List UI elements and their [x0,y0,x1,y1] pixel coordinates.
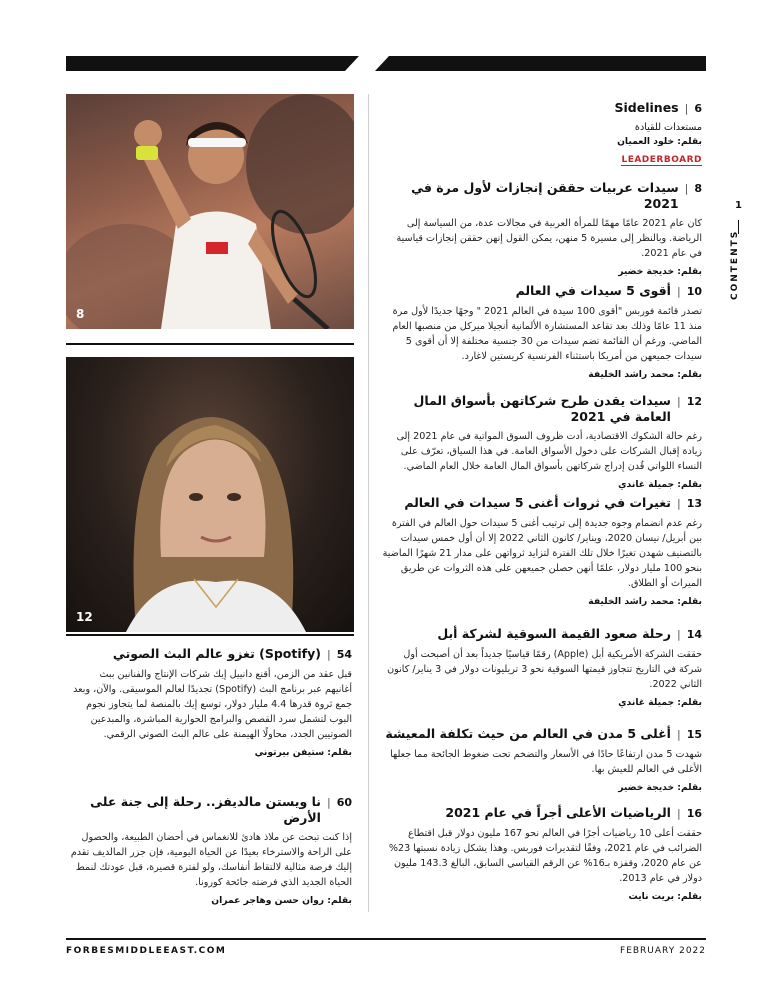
entry-separator: | [326,796,331,809]
entry-separator: | [684,182,689,195]
toc-entry[interactable] [382,626,702,708]
entry-title: تغيرات في ثروات أغنى 5 سيدات في العالم [404,495,671,510]
entry-title: سيدات يقدن طرح شركاتهن بأسواق المال العامة في 2021 [413,393,671,424]
entry-author: بقلم: ستيفن بيرتوني [254,747,352,758]
photo-tennis-player [66,94,354,329]
entry-title: نا ويستن مالديفز.. رحلة إلى جنة على الأرض [90,794,321,825]
entry-title: (Spotify) تغزو عالم البث الصوتي [112,646,321,661]
entry-page-number: 14 [686,628,702,641]
photo-page-number: 12 [76,610,93,624]
entry-page-number: 8 [694,182,702,195]
sidebar-contents-label: CONTENTS [730,229,740,300]
toc-entry[interactable] [382,100,702,166]
footer-issue-date: FEBRUARY 2022 [620,946,706,956]
entry-summary: كان عام 2021 عامًا مهمًا للمرأة العربية في مجالات عدة، من السياسة إلى الرياضة. وبالنظر إلى مسيرة 5 منهن، يمكن القول إنهن حققن إنجازات قياسية في عام 2021. [396,218,702,259]
entry-title: سيدات عربيات حققن إنجازات لأول مرة في 2021 [411,180,679,211]
entry-separator: | [676,395,681,408]
divider [66,343,354,345]
entry-title: Sidelines [614,100,679,115]
entry-summary: تصدر قائمة فوربس "أقوى 100 سيدة في العالم 2021 " وجهًا جديدًا لأول مرة منذ 11 عامًا وذلك بعد تقاعد المستشارة الألمانية أنجيلا ميركل من منصبها العام الماضي. ورغم أن القائمة تضم سيدات من 30 جنسية مختلفة إلا أن أقوى 5 سيدات جميعهن من أمريكا باستثناء الفرنسية كريستين لاغارد. [392,306,702,362]
entry-page-number: 15 [686,728,702,741]
entry-author: بقلم: جميلة غاندي [618,697,702,708]
entry-title: الرياضيات الأعلى أجراً في عام 2021 [445,805,671,820]
entry-summary: حققت الشركة الأمريكية أبل (Apple) رقمًا قياسيًا جديداً بعد أن أصبحت أول شركة في التاريخ تتجاوز قيمتها السوقية نحو 3 تريليونات دولار في 3 يناير/ كانون الثاني 2022. [387,649,702,690]
tennis-player-illustration [66,94,354,329]
photo-portrait [66,357,354,632]
toc-entry[interactable] [382,805,702,902]
entry-author: بقلم: بريت نايت [628,891,702,902]
toc-entry[interactable] [382,180,702,277]
toc-entry[interactable] [70,646,352,758]
entry-heading [70,646,352,663]
toc-entry[interactable] [382,726,702,793]
entry-heading [382,626,702,643]
entry-summary: رغم حالة الشكوك الاقتصادية، أدت ظروف السوق المواتية في عام 2021 إلى زيادة إقبال الشركات على دخول الأسواق العامة. في هذا السياق، تعرّف على النساء اللواتي قُدن إدراج شركاتهن بأسواق المال العامة خلال العام الماضي. [396,431,702,472]
footer-website[interactable]: FORBESMIDDLEEAST.COM [66,946,227,956]
entry-heading [382,805,702,822]
entry-page-number: 54 [336,648,352,661]
toc-entry[interactable] [382,495,702,607]
entry-separator: | [676,807,681,820]
entry-heading [70,794,352,826]
entry-heading [382,100,702,117]
entry-page-number: 60 [336,796,352,809]
entry-title: أغلى 5 مدن في العالم من حيث تكلفة المعيشة [385,726,671,741]
top-bar-left [66,56,359,71]
entry-page-number: 16 [686,807,702,820]
entry-page-number: 6 [694,102,702,115]
sidebar-page-number: 1 [735,200,742,211]
photo-page-number: 8 [76,307,85,321]
portrait-illustration [66,357,354,632]
entry-heading [382,393,702,425]
entry-heading [382,726,702,743]
entry-title: أقوى 5 سيدات في العالم [515,283,671,298]
entry-separator: | [684,102,689,115]
entry-author: بقلم: خلود العميان [617,136,702,147]
footer-rule [66,938,706,940]
entry-heading [382,495,702,512]
entry-title: رحلة صعود القيمة السوقية لشركة أبل [437,626,671,641]
entry-subtitle: مستعدات للقيادة [634,122,702,133]
divider [66,634,354,636]
entry-author: بقلم: محمد راشد الخليفة [588,596,702,607]
entry-separator: | [676,628,681,641]
entry-author: بقلم: روان حسن وهاجر عمران [211,895,352,906]
entry-separator: | [326,648,331,661]
entry-author: بقلم: محمد راشد الخليفة [588,369,702,380]
top-bar-right [375,56,706,71]
entry-heading [382,180,702,212]
toc-entry[interactable] [382,393,702,490]
entry-author: بقلم: خديجة خضير [618,266,702,277]
entry-page-number: 13 [686,497,702,510]
entry-heading [382,283,702,300]
entry-summary: قبل عقد من الزمن، أقنع دانييل إيك شركات الإنتاج والفنانين ببث أغانيهم عبر برنامج البث (Spotify) تجديدًا لعالم الموسيقى. والآن، وبعد جمع ثروة قدرها 4.4 مليار دولار، توسع إيك بالمنصة لما يتجاوز نجوم البوب لتشمل سرد القصص والبرامج الحوارية المباشرة، والمبدعين الصوتيين الجدد، محاولًا الهيمنة على عالم البث الصوتي الرقمي. [73,669,352,740]
entry-separator: | [676,285,681,298]
entry-summary: رغم عدم انضمام وجوه جديدة إلى ترتيب أغنى 5 سيدات حول العالم في الفترة بين أبريل/ نيسان 2020، ويناير/ كانون الثاني 2022 إلا أن أول خمس سيدات بالتصنيف شهدن تغيرًا خلال تلك الفترة لتزايد ثرواتهن على مدار 21 شهرًا الماضية بنحو 100 مليار دولار، علمًا أنهن حصلن جميعهن على هذه الثروات عن طريق الميراث أو الطلاق. [382,518,702,589]
section-tag: LEADERBOARD [621,155,702,165]
entry-summary: شهدت 5 مدن ارتفاعًا حادًا في الأسعار والتضخم تحت ضغوط الجائحة مما جعلها الأغلى في العالم للعيش بها. [390,749,702,775]
entry-summary: حققت أعلى 10 رياضيات أجرًا في العالم نحو 167 مليون دولار قبل اقتطاع الضرائب في عام 2021، وفقًا لتقديرات فوربس. وهذا يشكل زيادة نسبتها 23% عن عام 2020، وقفزة بـ16% عن الرقم القياسي السابق، البالغ 143.3 مليون دولار في عام 2013. [388,828,702,884]
entry-summary: إذا كنت تبحث عن ملاذ هادئ للانغماس في أحضان الطبيعة، والحصول على الراحة والاسترخاء بعيدًا عن الحياة اليومية، فإن جزر المالديف تقدم إليك فرصة مثالية لالتقاط أنفاسك، ولو لفترة قصيرة، قبل عودتك لنمط الحياة الجديد الذي فرضته جائحة كورونا. [70,832,352,888]
entry-separator: | [676,497,681,510]
entry-author: بقلم: خديجة خضير [618,782,702,793]
column-rule [368,94,369,912]
entry-separator: | [676,728,681,741]
toc-entry[interactable] [382,283,702,380]
entry-page-number: 10 [686,285,702,298]
toc-entry[interactable] [70,794,352,906]
entry-author: بقلم: جميلة غاندي [618,479,702,490]
entry-page-number: 12 [686,395,702,408]
